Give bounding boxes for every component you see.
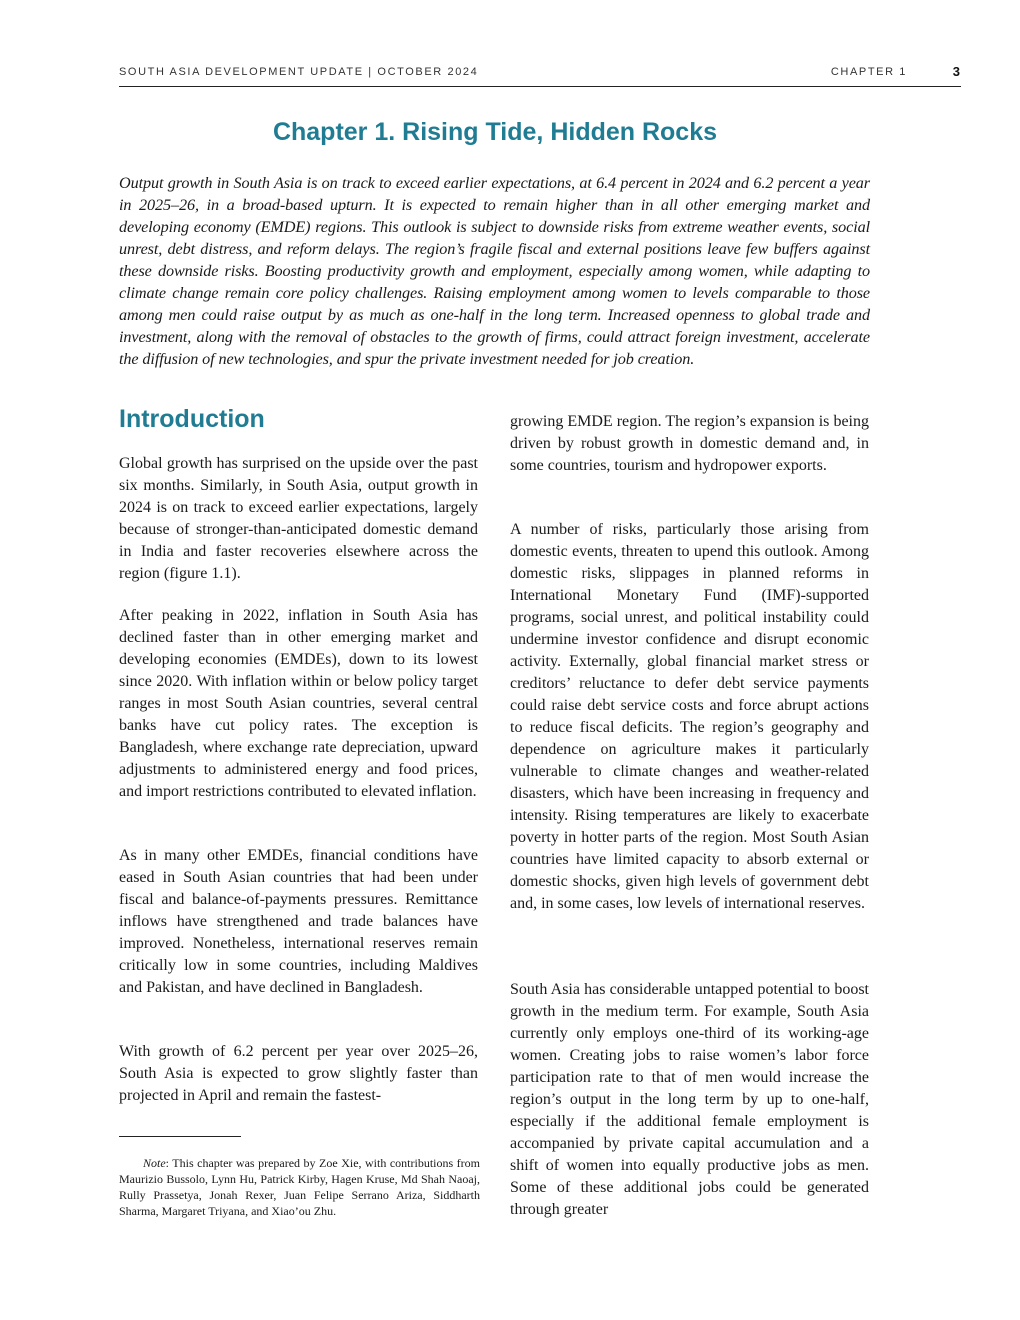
body-paragraph: After peaking in 2022, inflation in South Asia has declined faster than in other emerging market and developing economies (EMDEs), down to its lowest since 2020. With inflation within or below policy target ranges in most South Asian countries, several central banks have cut policy rates. The exception is Bangladesh, where exchange rate depreciation, upward adjustments to administered energy and food prices, and import restrictions contributed to elevated inflation. xyxy=(119,607,478,800)
chapter-abstract: Output growth in South Asia is on track to exceed earlier expectations, at 6.4 percent in 2024 and 6.2 percent a year in 2025–26, in a broad-based upturn. It is expected to remain higher than in all other emerging market and developing economy (EMDE) regions. This outlook is subject to downside risks from extreme weather events, social unrest, debt distress, and reform delays. The region’s fragile fiscal and external positions leave few buffers against these downside risks. Boosting productivity growth and employment, especially among women, while adapting to climate change remain core policy challenges. Raising employment among women to levels comparable to those among men could raise output by as much as one-half in the long term. Increased openness to global trade and investment, along with the removal of obstacles to the growth of firms, could attract foreign investment, accelerate the diffusion of new technologies, and spur the private investment needed for job creation. xyxy=(119,174,870,368)
body-paragraph: South Asia has considerable untapped potential to boost growth in the medium term. For example, South Asia currently only employs one-third of its working-age women. Creating jobs to raise women’s labor force participation rate to that of men would increase the region’s output in the long term by up to one-half, especially if the additional female employment is accompanied by private capital accumulation and a shift of women into equally productive jobs as men. Some of these additional jobs could be generated through greater xyxy=(510,981,869,1218)
running-header xyxy=(119,65,961,87)
page-number: 3 xyxy=(952,64,960,79)
publication-title: SOUTH ASIA DEVELOPMENT UPDATE | OCTOBER 2024 xyxy=(119,66,479,78)
footnote-label: Note xyxy=(143,1156,166,1170)
body-paragraph: growing EMDE region. The region’s expansion is being driven by robust growth in domestic demand and, in some countries, tourism and hydropower exports. xyxy=(510,413,869,474)
body-paragraph: As in many other EMDEs, financial conditions have eased in South Asian countries that had been under fiscal and balance-of-payments pressures. Remittance inflows have strengthened and trade balances have improved. Nonetheless, international reserves remain critically low in some countries, including Maldives and Pakistan, and have declined in Bangladesh. xyxy=(119,847,478,996)
chapter-label: CHAPTER 1 xyxy=(830,66,907,78)
body-paragraph: Global growth has surprised on the upside over the past six months. Similarly, in South Asia, output growth in 2024 is on track to exceed earlier expectations, largely because of stronger-than-anticipated domestic demand in India and faster recoveries elsewhere across the region (figure 1.1). xyxy=(119,455,478,582)
footnote-divider xyxy=(119,1136,241,1137)
section-heading-introduction: Introduction xyxy=(119,405,265,433)
footnote-text: : This chapter was prepared by Zoe Xie, with contributions from Maurizio Bussolo, Lynn Hu, Patrick Kirby, Hagen Kruse, Md Shah Naoaj, Rully Prassetya, Jonah Rexer, Juan Felipe Serrano Ariza, Siddharth Sharma, Margaret Triyana, and Xiao’ou Zhu. xyxy=(119,1156,480,1218)
body-paragraph: A number of risks, particularly those arising from domestic events, threaten to upend this outlook. Among domestic risks, slippages in planned reforms in International Monetary Fund (IMF)-supported programs, social unrest, and political instability could undermine investor confidence and disrupt economic activity. Externally, global financial market stress or creditors’ reluctance to defer debt service payments could raise debt service costs and force abrupt actions to reduce fiscal deficits. The region’s geography and dependence on agriculture makes it particularly vulnerable to climate changes and weather-related disasters, which have been increasing in frequency and intensity. Rising temperatures are likely to exacerbate poverty in hotter parts of the region. Most South Asian countries have limited capacity to absorb external or domestic shocks, given high levels of government debt and, in some cases, low levels of international reserves. xyxy=(510,521,869,912)
chapter-title: Chapter 1. Rising Tide, Hidden Rocks xyxy=(272,118,718,146)
footnote xyxy=(119,1155,480,1219)
body-paragraph: With growth of 6.2 percent per year over 2025–26, South Asia is expected to grow slightly faster than projected in April and remain the fastest- xyxy=(119,1043,478,1104)
